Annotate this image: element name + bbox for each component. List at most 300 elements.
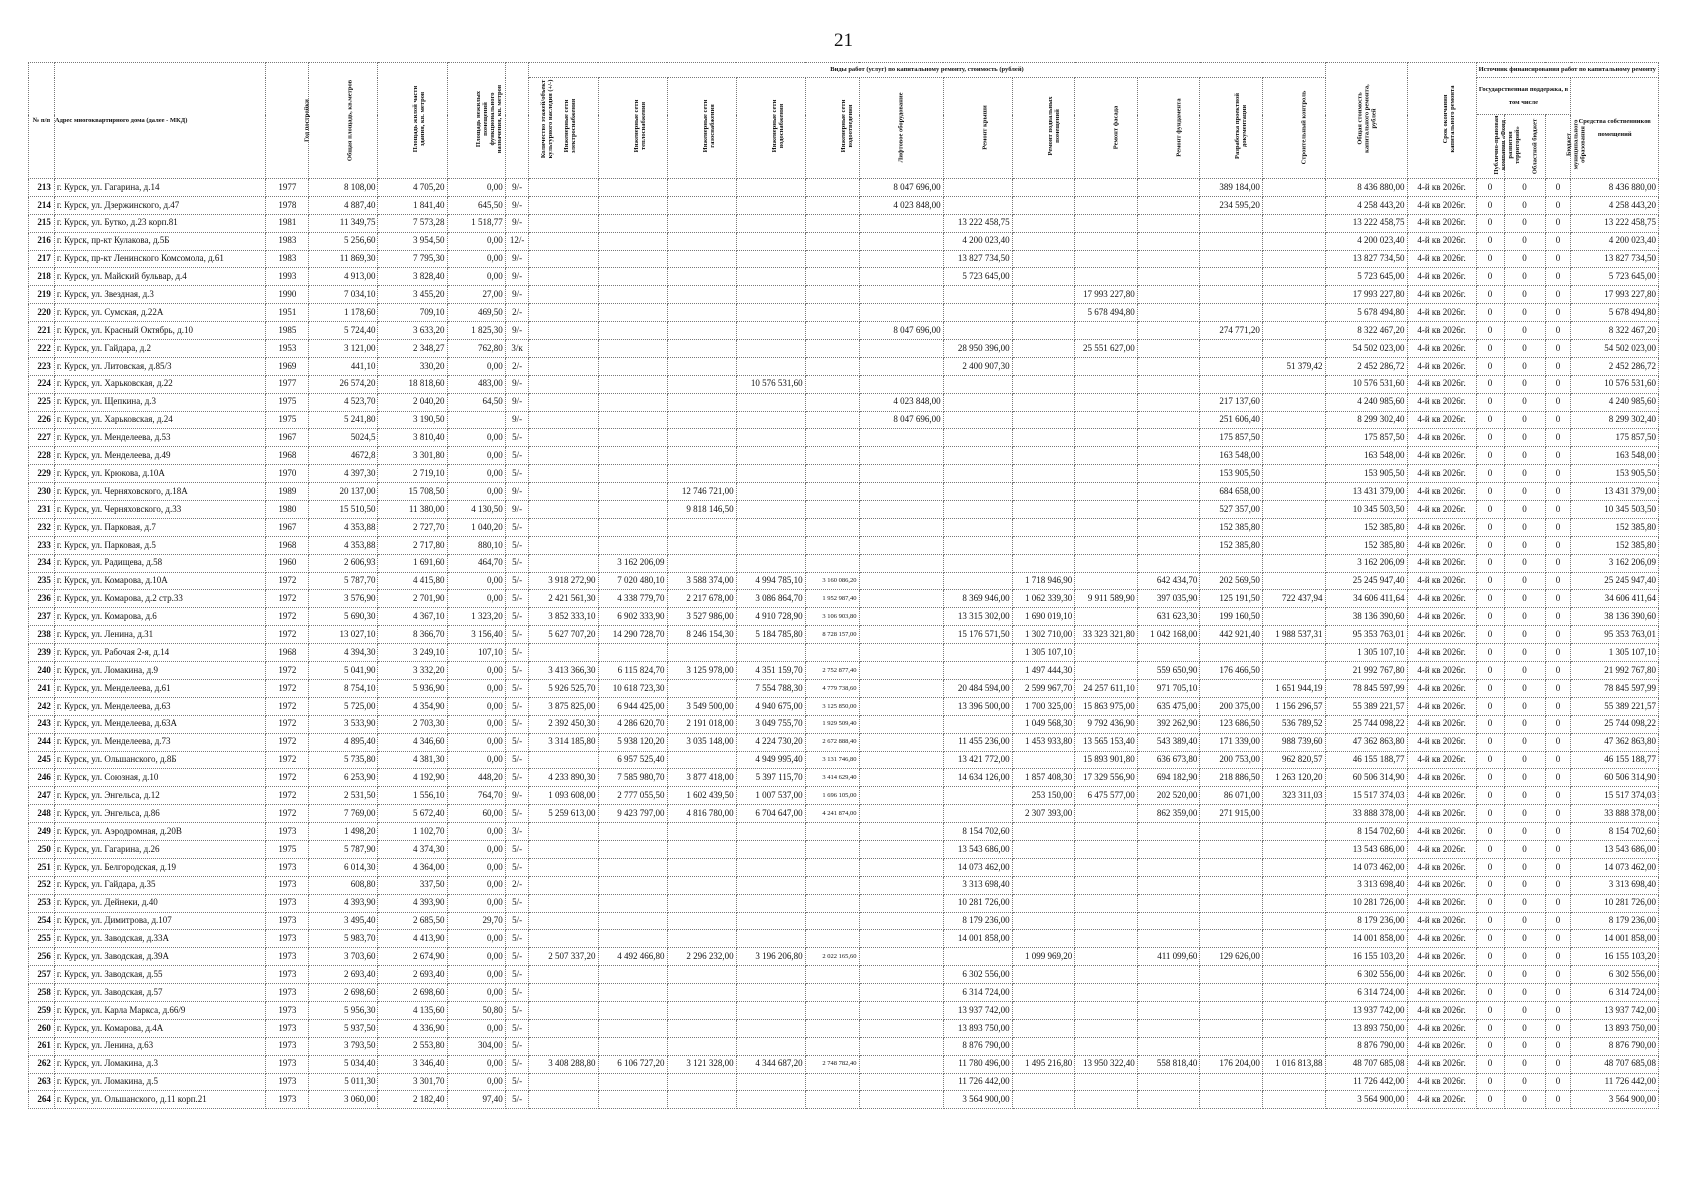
cell-w-drain (805, 393, 859, 411)
cell-nonres-area: 0,00 (447, 1073, 505, 1091)
cell-w-facade (1075, 894, 1138, 912)
cell-w-control (1262, 948, 1325, 966)
cell-w-drain (805, 196, 859, 214)
cell-w-lift: 8 047 696,00 (859, 411, 943, 429)
cell-total-area: 4 393,90 (309, 894, 378, 912)
cell-w-heat (598, 214, 667, 232)
cell-total: 4 240 985,60 (1325, 393, 1407, 411)
cell-w-drain (805, 984, 859, 1002)
cell-w-water: 1 007 537,00 (736, 787, 805, 805)
cell-w-found (1137, 1019, 1200, 1037)
cell-f2: 0 (1504, 286, 1545, 304)
cell-w-roof: 14 634 126,00 (943, 769, 1012, 787)
cell-w-elec (529, 858, 598, 876)
cell-f1: 0 (1476, 232, 1504, 250)
table-row (29, 536, 1659, 554)
cell-w-heat: 6 115 824,70 (598, 662, 667, 680)
cell-w-found (1137, 984, 1200, 1002)
cell-w-elec (529, 894, 598, 912)
cell-w-drain: 1 952 987,40 (805, 590, 859, 608)
cell-w-lift (859, 608, 943, 626)
cell-total: 54 502 023,00 (1325, 340, 1407, 358)
cell-w-control (1262, 393, 1325, 411)
cell-f2: 0 (1504, 662, 1545, 680)
cell-w-facade (1075, 554, 1138, 572)
col-w-found (1137, 78, 1200, 179)
cell-w-elec: 5 627 707,20 (529, 626, 598, 644)
cell-w-water (736, 536, 805, 554)
col-deadline (1407, 63, 1476, 179)
cell-w-elec (529, 179, 598, 197)
cell-deadline: 4-й кв 2026г. (1407, 662, 1476, 680)
cell-floors: 5/- (505, 608, 529, 626)
cell-w-facade (1075, 322, 1138, 340)
cell-w-gas (667, 930, 736, 948)
cell-n: 224 (29, 375, 55, 393)
cell-f2: 0 (1504, 805, 1545, 823)
cell-deadline: 4-й кв 2026г. (1407, 733, 1476, 751)
cell-w-water: 4 351 159,70 (736, 662, 805, 680)
cell-year: 1972 (266, 751, 309, 769)
cell-w-facade (1075, 268, 1138, 286)
cell-total-area: 15 510,50 (309, 501, 378, 519)
cell-w-design: 163 548,00 (1200, 447, 1263, 465)
cell-w-found (1137, 1037, 1200, 1055)
cell-f2: 0 (1504, 393, 1545, 411)
cell-w-found: 392 262,90 (1137, 715, 1200, 733)
cell-f1: 0 (1476, 268, 1504, 286)
cell-w-found (1137, 840, 1200, 858)
cell-total: 95 353 763,01 (1325, 626, 1407, 644)
cell-w-gas (667, 1037, 736, 1055)
cell-year: 1968 (266, 447, 309, 465)
col-deadline-label: Срок окончания капитального ремонта (1441, 85, 1456, 153)
cell-f1: 0 (1476, 590, 1504, 608)
cell-w-facade (1075, 518, 1138, 536)
cell-total-area: 2 531,50 (309, 787, 378, 805)
cell-owners: 21 992 767,80 (1571, 662, 1659, 680)
cell-w-facade: 13 950 322,40 (1075, 1055, 1138, 1073)
table-row (29, 697, 1659, 715)
cell-deadline: 4-й кв 2026г. (1407, 608, 1476, 626)
table-row (29, 250, 1659, 268)
cell-address: г. Курск, ул. Щепкина, д.3 (54, 393, 265, 411)
cell-owners: 175 857,50 (1571, 429, 1659, 447)
cell-w-heat (598, 1073, 667, 1091)
cell-w-facade (1075, 662, 1138, 680)
cell-f2: 0 (1504, 948, 1545, 966)
cell-w-basement (1012, 286, 1075, 304)
cell-address: г. Курск, ул. Заводская, д.33А (54, 930, 265, 948)
cell-deadline: 4-й кв 2026г. (1407, 232, 1476, 250)
cell-n: 262 (29, 1055, 55, 1073)
col-src-fund (1476, 115, 1521, 179)
cell-deadline: 4-й кв 2026г. (1407, 751, 1476, 769)
cell-f3: 0 (1545, 644, 1571, 662)
cell-address: г. Курск, ул. Крюкова, д.10А (54, 465, 265, 483)
cell-year: 1983 (266, 250, 309, 268)
table-row (29, 411, 1659, 429)
cell-w-basement (1012, 823, 1075, 841)
cell-n: 247 (29, 787, 55, 805)
col-w-roof (943, 78, 1012, 179)
cell-f2: 0 (1504, 823, 1545, 841)
cell-living-area: 2 553,80 (378, 1037, 447, 1055)
cell-address: г. Курск, ул. Литовская, д.85/3 (54, 357, 265, 375)
cell-floors: 5/- (505, 644, 529, 662)
cell-w-basement (1012, 411, 1075, 429)
cell-living-area: 2 717,80 (378, 536, 447, 554)
cell-living-area: 1 556,10 (378, 787, 447, 805)
cell-w-control: 1 016 813,88 (1262, 1055, 1325, 1073)
cell-n: 260 (29, 1019, 55, 1037)
cell-w-gas (667, 250, 736, 268)
table-row (29, 179, 1659, 197)
cell-total: 14 001 858,00 (1325, 930, 1407, 948)
cell-w-facade (1075, 572, 1138, 590)
cell-floors: 9/- (505, 268, 529, 286)
cell-f3: 0 (1545, 858, 1571, 876)
table-row (29, 912, 1659, 930)
cell-total: 175 857,50 (1325, 429, 1407, 447)
cell-w-elec (529, 447, 598, 465)
cell-f2: 0 (1504, 179, 1545, 197)
cell-living-area: 3 633,20 (378, 322, 447, 340)
cell-w-design (1200, 840, 1263, 858)
cell-w-drain (805, 518, 859, 536)
cell-address: г. Курск, ул. Гагарина, д.26 (54, 840, 265, 858)
table-row (29, 501, 1659, 519)
cell-living-area: 1 841,40 (378, 196, 447, 214)
cell-f2: 0 (1504, 876, 1545, 894)
cell-f2: 0 (1504, 858, 1545, 876)
cell-f2: 0 (1504, 769, 1545, 787)
cell-total-area: 3 533,90 (309, 715, 378, 733)
cell-living-area: 4 374,30 (378, 840, 447, 858)
cell-w-water (736, 483, 805, 501)
cell-w-control (1262, 286, 1325, 304)
table-row (29, 1073, 1659, 1091)
cell-w-water: 4 344 687,20 (736, 1055, 805, 1073)
cell-n: 237 (29, 608, 55, 626)
cell-living-area: 2 348,27 (378, 340, 447, 358)
cell-w-heat (598, 322, 667, 340)
cell-n: 236 (29, 590, 55, 608)
col-w-facade-label: Ремонт фасада (1112, 106, 1120, 150)
cell-w-gas (667, 823, 736, 841)
cell-f3: 0 (1545, 393, 1571, 411)
cell-w-elec (529, 393, 598, 411)
cell-w-control (1262, 876, 1325, 894)
cell-w-water (736, 966, 805, 984)
cell-w-drain (805, 268, 859, 286)
cell-w-gas (667, 411, 736, 429)
cell-w-heat (598, 375, 667, 393)
cell-w-basement (1012, 250, 1075, 268)
cell-nonres-area: 0,00 (447, 447, 505, 465)
cell-deadline: 4-й кв 2026г. (1407, 876, 1476, 894)
cell-w-water: 4 949 995,40 (736, 751, 805, 769)
cell-w-found (1137, 447, 1200, 465)
cell-w-elec: 2 507 337,20 (529, 948, 598, 966)
cell-w-control (1262, 966, 1325, 984)
cell-w-drain (805, 930, 859, 948)
cell-f1: 0 (1476, 805, 1504, 823)
cell-f1: 0 (1476, 1091, 1504, 1109)
cell-total: 152 385,80 (1325, 518, 1407, 536)
cell-total: 8 179 236,00 (1325, 912, 1407, 930)
cell-floors: 3/- (505, 823, 529, 841)
cell-w-facade: 15 863 975,00 (1075, 697, 1138, 715)
cell-owners: 8 299 302,40 (1571, 411, 1659, 429)
cell-f3: 0 (1545, 375, 1571, 393)
cell-w-drain: 1 929 509,40 (805, 715, 859, 733)
cell-w-heat (598, 340, 667, 358)
cell-n: 253 (29, 894, 55, 912)
cell-f2: 0 (1504, 840, 1545, 858)
cell-f2: 0 (1504, 483, 1545, 501)
works-group-header: Виды работ (услуг) по капитальному ремонту, стоимость (рублей) (529, 63, 1325, 78)
cell-w-elec (529, 876, 598, 894)
cell-w-heat: 4 338 779,70 (598, 590, 667, 608)
cell-deadline: 4-й кв 2026г. (1407, 823, 1476, 841)
cell-w-lift (859, 465, 943, 483)
col-w-water-label: Инженерные сети водоснабжения (770, 99, 785, 153)
cell-living-area: 4 415,80 (378, 572, 447, 590)
cell-w-lift (859, 1073, 943, 1091)
cell-f1: 0 (1476, 357, 1504, 375)
cell-owners: 46 155 188,77 (1571, 751, 1659, 769)
cell-w-roof (943, 196, 1012, 214)
cell-living-area: 18 818,60 (378, 375, 447, 393)
cell-w-water (736, 984, 805, 1002)
cell-w-basement (1012, 912, 1075, 930)
cell-address: г. Курск, ул. Комарова, д.2 стр.33 (54, 590, 265, 608)
cell-f2: 0 (1504, 912, 1545, 930)
cell-w-design (1200, 876, 1263, 894)
cell-f2: 0 (1504, 715, 1545, 733)
cell-total-area: 3 703,60 (309, 948, 378, 966)
cell-w-drain: 2 022 165,60 (805, 948, 859, 966)
cell-n: 222 (29, 340, 55, 358)
cell-w-water (736, 912, 805, 930)
cell-w-control: 323 311,03 (1262, 787, 1325, 805)
table-row (29, 286, 1659, 304)
table-row (29, 840, 1659, 858)
cell-deadline: 4-й кв 2026г. (1407, 697, 1476, 715)
cell-n: 232 (29, 518, 55, 536)
table-row (29, 429, 1659, 447)
cell-w-water: 6 704 647,00 (736, 805, 805, 823)
cell-w-water (736, 179, 805, 197)
cell-nonres-area: 0,00 (447, 662, 505, 680)
table-row (29, 966, 1659, 984)
cell-f1: 0 (1476, 411, 1504, 429)
cell-w-design: 129 626,00 (1200, 948, 1263, 966)
cell-w-heat (598, 501, 667, 519)
cell-w-heat (598, 429, 667, 447)
cell-owners: 13 222 458,75 (1571, 214, 1659, 232)
cell-total: 78 845 597,99 (1325, 679, 1407, 697)
cell-w-elec (529, 411, 598, 429)
cell-year: 1968 (266, 644, 309, 662)
cell-w-drain (805, 1073, 859, 1091)
cell-year: 1972 (266, 715, 309, 733)
cell-w-gas (667, 1091, 736, 1109)
cell-f1: 0 (1476, 840, 1504, 858)
cell-address: г. Курск, ул. Парковая, д.5 (54, 536, 265, 554)
cell-f2: 0 (1504, 357, 1545, 375)
cell-w-basement (1012, 429, 1075, 447)
cell-year: 1972 (266, 572, 309, 590)
cell-floors: 5/- (505, 429, 529, 447)
table-row (29, 858, 1659, 876)
cell-n: 264 (29, 1091, 55, 1109)
cell-w-roof (943, 554, 1012, 572)
cell-n: 254 (29, 912, 55, 930)
cell-f2: 0 (1504, 1073, 1545, 1091)
cell-w-design: 123 686,50 (1200, 715, 1263, 733)
cell-f1: 0 (1476, 1001, 1504, 1019)
cell-floors: 5/- (505, 1073, 529, 1091)
cell-w-water (736, 357, 805, 375)
cell-deadline: 4-й кв 2026г. (1407, 858, 1476, 876)
cell-living-area: 4 192,90 (378, 769, 447, 787)
cell-f1: 0 (1476, 286, 1504, 304)
cell-w-control (1262, 411, 1325, 429)
cell-year: 1989 (266, 483, 309, 501)
cell-living-area: 3 301,70 (378, 1073, 447, 1091)
cell-total: 8 876 790,00 (1325, 1037, 1407, 1055)
cell-w-design (1200, 268, 1263, 286)
cell-w-facade (1075, 1073, 1138, 1091)
cell-owners: 95 353 763,01 (1571, 626, 1659, 644)
cell-f1: 0 (1476, 518, 1504, 536)
cell-w-lift (859, 984, 943, 1002)
cell-f3: 0 (1545, 554, 1571, 572)
cell-w-elec (529, 644, 598, 662)
col-w-found-label: Ремонт фундамента (1175, 98, 1183, 157)
cell-owners: 13 893 750,00 (1571, 1019, 1659, 1037)
cell-w-found: 543 389,40 (1137, 733, 1200, 751)
cell-n: 226 (29, 411, 55, 429)
cell-w-drain (805, 286, 859, 304)
cell-n: 251 (29, 858, 55, 876)
cell-f3: 0 (1545, 447, 1571, 465)
cell-w-found (1137, 1073, 1200, 1091)
cell-nonres-area (447, 411, 505, 429)
cell-w-roof (943, 805, 1012, 823)
cell-f1: 0 (1476, 465, 1504, 483)
col-w-heat (598, 78, 667, 179)
col-floors (505, 63, 554, 179)
cell-n: 230 (29, 483, 55, 501)
cell-total-area: 4 887,40 (309, 196, 378, 214)
cell-w-facade (1075, 250, 1138, 268)
cell-w-basement (1012, 357, 1075, 375)
cell-owners: 38 136 390,60 (1571, 608, 1659, 626)
cell-total: 8 299 302,40 (1325, 411, 1407, 429)
cell-w-control (1262, 179, 1325, 197)
table-row (29, 769, 1659, 787)
cell-address: г. Курск, ул. Карла Маркса, д.66/9 (54, 1001, 265, 1019)
cell-w-water (736, 876, 805, 894)
cell-w-lift (859, 286, 943, 304)
cell-w-water (736, 1037, 805, 1055)
cell-w-elec: 4 233 890,30 (529, 769, 598, 787)
cell-w-drain (805, 179, 859, 197)
cell-address: г. Курск, ул. Парковая, д.7 (54, 518, 265, 536)
col-living-area (378, 63, 447, 179)
cell-w-found (1137, 179, 1200, 197)
cell-w-elec (529, 250, 598, 268)
cell-f3: 0 (1545, 769, 1571, 787)
cell-nonres-area: 0,00 (447, 268, 505, 286)
cell-year: 1973 (266, 930, 309, 948)
cell-w-elec (529, 357, 598, 375)
cell-w-lift (859, 232, 943, 250)
cell-owners: 8 876 790,00 (1571, 1037, 1659, 1055)
cell-total: 13 222 458,75 (1325, 214, 1407, 232)
col-n: № п/п (29, 63, 55, 179)
cell-year: 1972 (266, 608, 309, 626)
cell-deadline: 4-й кв 2026г. (1407, 679, 1476, 697)
cell-w-roof: 11 726 442,00 (943, 1073, 1012, 1091)
cell-f2: 0 (1504, 697, 1545, 715)
cell-nonres-area: 107,10 (447, 644, 505, 662)
cell-w-heat: 2 777 055,50 (598, 787, 667, 805)
cell-floors: 9/- (505, 250, 529, 268)
cell-living-area: 3 810,40 (378, 429, 447, 447)
cell-w-lift (859, 501, 943, 519)
cell-w-facade (1075, 805, 1138, 823)
cell-f1: 0 (1476, 1037, 1504, 1055)
cell-w-gas (667, 536, 736, 554)
cell-address: г. Курск, ул. Димитрова, д.107 (54, 912, 265, 930)
cell-w-control (1262, 447, 1325, 465)
cell-w-lift (859, 250, 943, 268)
cell-floors: 5/- (505, 1055, 529, 1073)
cell-w-heat (598, 232, 667, 250)
cell-year: 1993 (266, 268, 309, 286)
cell-floors: 5/- (505, 626, 529, 644)
table-row (29, 322, 1659, 340)
cell-w-basement (1012, 930, 1075, 948)
cell-n: 259 (29, 1001, 55, 1019)
cell-w-gas: 3 588 374,00 (667, 572, 736, 590)
cell-n: 245 (29, 751, 55, 769)
cell-w-roof: 8 179 236,00 (943, 912, 1012, 930)
cell-total: 14 073 462,00 (1325, 858, 1407, 876)
cell-w-heat (598, 304, 667, 322)
table-row (29, 572, 1659, 590)
cell-w-gas: 2 296 232,00 (667, 948, 736, 966)
table-row (29, 608, 1659, 626)
cell-f1: 0 (1476, 948, 1504, 966)
cell-w-water: 5 397 115,70 (736, 769, 805, 787)
cell-n: 246 (29, 769, 55, 787)
cell-address: г. Курск, ул. Комарова, д.6 (54, 608, 265, 626)
cell-f2: 0 (1504, 429, 1545, 447)
cell-w-elec (529, 340, 598, 358)
cell-n: 244 (29, 733, 55, 751)
cell-nonres-area: 50,80 (447, 1001, 505, 1019)
cell-w-gas (667, 179, 736, 197)
cell-w-roof: 6 314 724,00 (943, 984, 1012, 1002)
cell-w-basement: 1 718 946,90 (1012, 572, 1075, 590)
cell-w-design: 251 606,40 (1200, 411, 1263, 429)
cell-address: г. Курск, ул. Союзная, д.10 (54, 769, 265, 787)
